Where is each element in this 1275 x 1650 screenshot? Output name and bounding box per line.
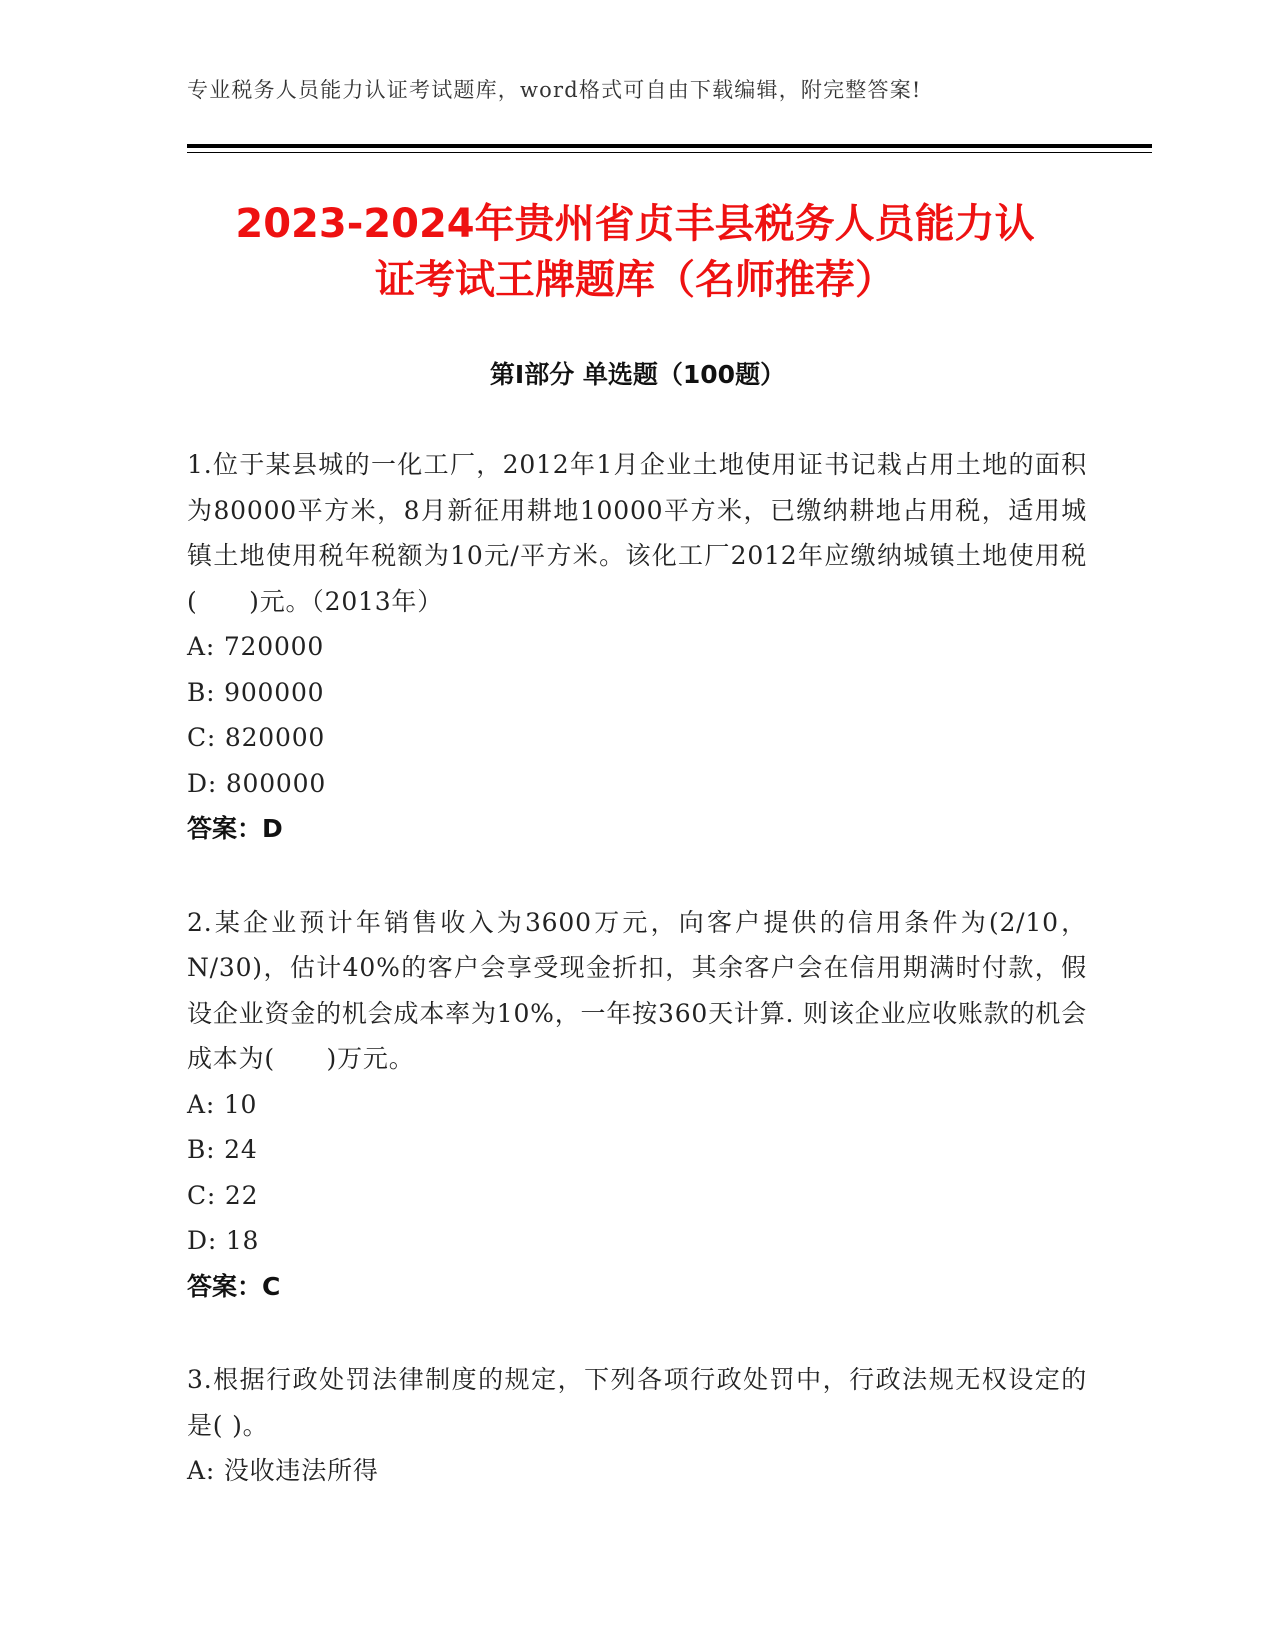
question-stem: 1.位于某县城的一化工厂，2012年1月企业土地使用证书记栽占用土地的面积为80000平方米，8月新征用耕地10000平方米，已缴纳耕地占用税，适用城镇土地使用税年税额为10元/平方米。该化工厂2012年应缴纳城镇土地使用税( )元。（2013年） [187,450,1087,616]
header-rule-thin [187,152,1152,153]
option-b: B: 24 [187,1135,258,1164]
section-heading: 第I部分 单选题（100题） [489,360,786,389]
document-title [180,196,1090,308]
option-b: B: 900000 [187,677,325,707]
option-d: D: 18 [187,1226,260,1255]
question-1 [187,442,1087,852]
header-rule-thick [187,144,1152,148]
question-2 [187,900,1087,1310]
option-c: C: 820000 [187,723,326,752]
answer-line: 答案：D [187,814,283,843]
question-stem: 3.根据行政处罚法律制度的规定，下列各项行政处罚中，行政法规无权设定的是( )。 [187,1365,1087,1440]
title-line-1: 2023-2024年贵州省贞丰县税务人员能力认 [235,201,1035,247]
option-a: A: 没收违法所得 [187,1456,379,1485]
question-3 [187,1357,1087,1494]
option-d: D: 800000 [187,768,327,798]
title-line-2: 证考试王牌题库（名师推荐） [375,257,895,303]
option-a: A: 720000 [187,632,325,661]
question-list [187,442,1087,1542]
header-note: 专业税务人员能力认证考试题库，word格式可自由下载编辑，附完整答案! [187,78,922,102]
answer-line: 答案：C [187,1271,281,1301]
question-stem: 2.某企业预计年销售收入为3600万元，向客户提供的信用条件为(2/10，N/30)，估计40%的客户会享受现金折扣，其余客户会在信用期满时付款，假设企业资金的机会成本率为10%，一年按360天计算. 则该企业应收账款的机会成本为( )万元。 [187,907,1087,1073]
option-c: C: 22 [187,1180,259,1210]
option-a: A: 10 [187,1089,258,1119]
